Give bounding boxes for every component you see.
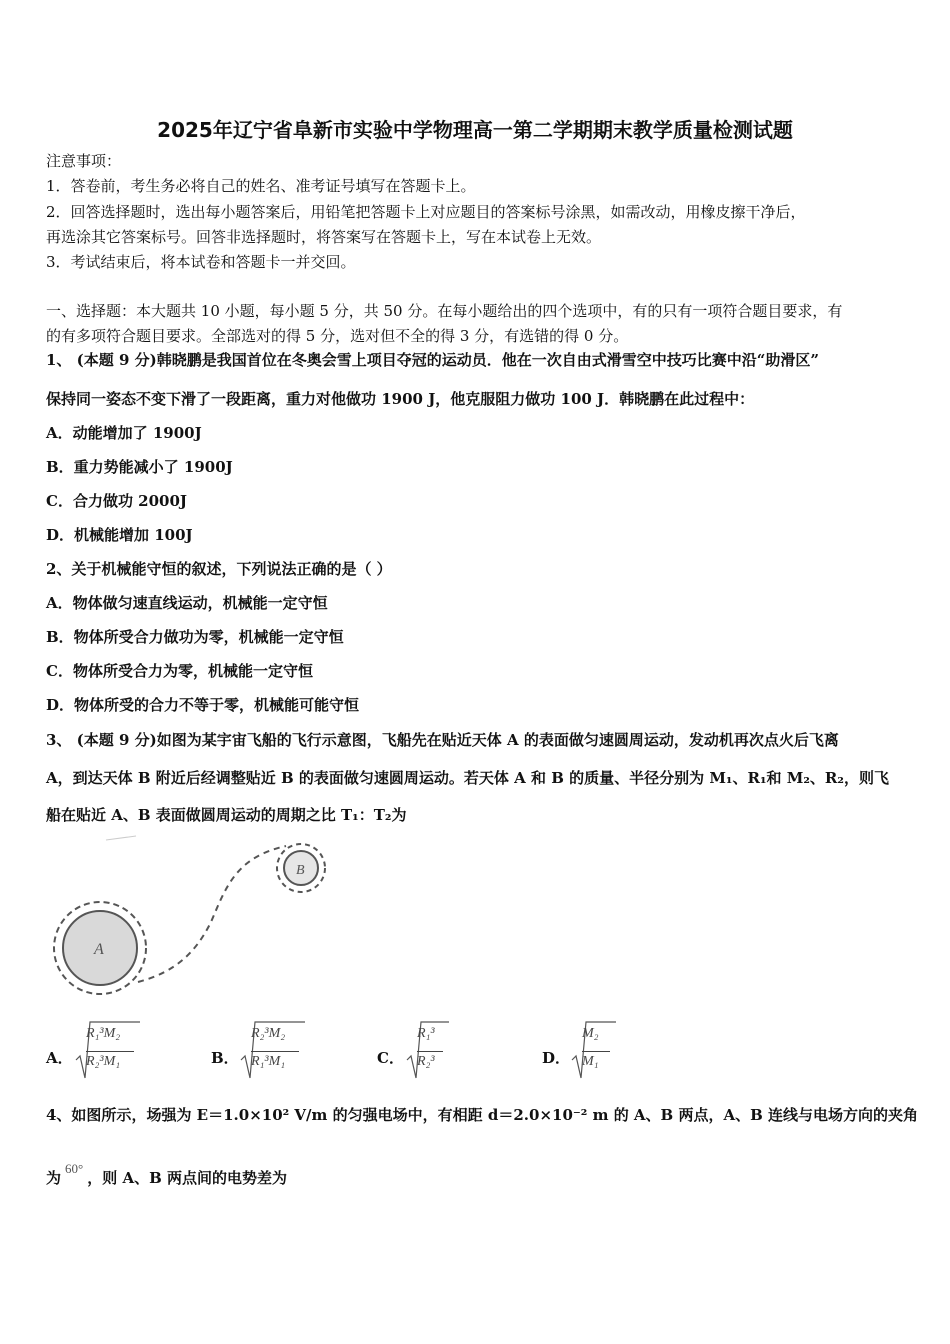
fraction-bar [417,1051,443,1052]
q4-angle: 60° [65,1161,84,1176]
q2-option-c: C．物体所受合力为零，机械能一定守恒 [46,662,313,680]
planet-a [54,902,146,994]
planet-a-label: A [94,941,104,958]
orbit-figure [46,832,346,1002]
q3-b-numerator: R₂³M₂ [251,1026,286,1041]
q3-stem-3: 船在贴近 A、B 表面做圆周运动的周期之比 T₁：T₂为 [46,806,407,824]
q3-option-d-label: D． [542,1049,571,1067]
q1-option-d: D．机械能增加 100J [46,526,193,544]
q2-option-b: B．物体所受合力做功为零，机械能一定守恒 [46,628,344,646]
q3-option-d-formula [570,1020,620,1080]
q3-c-denominator: R₂³ [417,1054,435,1069]
q2-option-d: D．物体所受的合力不等于零，机械能可能守恒 [46,696,360,714]
planet-b-label: B [296,863,305,878]
q4-stem-2 [46,1161,287,1189]
q4-suffix: ，则 A、B 两点间的电势差为 [87,1169,287,1187]
q3-option-a-formula [74,1020,144,1080]
scan-mark [106,836,136,840]
planet-b [277,844,325,892]
q1-option-c: C．合力做功 2000J [46,492,188,510]
fraction-bar [582,1051,610,1052]
q3-stem-1: 3、 (本题 9 分)如图为某宇宙飞船的飞行示意图，飞船先在贴近天体 A 的表面做匀速圆周运动，发动机再次点火后飞离 [46,731,839,749]
notice-item-2b: 再选涂其它答案标号。回答非选择题时，将答案写在答题卡上，写在本试卷上无效。 [46,228,602,246]
q3-stem-2: A，到达天体 B 附近后经调整贴近 B 的表面做匀速圆周运动。若天体 A 和 B 的质量、半径分别为 M₁、R₁和 M₂、R₂，则飞 [46,769,889,787]
fraction-bar [86,1051,134,1052]
q2-option-a: A．物体做匀速直线运动，机械能一定守恒 [46,594,328,612]
q4-stem-1: 4、如图所示，场强为 E＝1.0×10² V/m 的匀强电场中，有相距 d＝2.0×10⁻² m 的 A、B 两点，A、B 连线与电场方向的夹角 [46,1106,918,1124]
section-intro-2: 的有多项符合题目要求。全部选对的得 5 分，选对但不全的得 3 分，有选错的得 0 分。 [46,327,629,345]
q2-stem: 2、关于机械能守恒的叙述，下列说法正确的是（ ） [46,560,392,578]
q1-option-a: A．动能增加了 1900J [46,424,202,442]
section-intro-1: 一、选择题：本大题共 10 小题，每小题 5 分，共 50 分。在每小题给出的四个选项中，有的只有一项符合题目要求，有 [46,302,843,320]
q1-option-b: B．重力势能减小了 1900J [46,458,233,476]
q3-d-numerator: M₂ [582,1026,599,1041]
q3-option-c-label: C． [377,1049,404,1067]
q3-option-b-label: B． [211,1049,239,1067]
notice-heading: 注意事项： [46,152,122,170]
q3-d-denominator: M₁ [582,1054,599,1069]
q1-stem-1: 1、 (本题 9 分)韩晓鹏是我国首位在冬奥会雪上项目夺冠的运动员．他在一次自由式滑雪空中技巧比赛中沿“助滑区” [46,351,819,369]
q3-option-c-formula [405,1020,455,1080]
notice-item-1: 1．答卷前，考生务必将自己的姓名、准考证号填写在答题卡上。 [46,177,476,195]
q3-c-numerator: R₁³ [417,1026,435,1041]
transfer-path [138,846,286,982]
q3-option-b-formula [239,1020,309,1080]
page-title: 2025年辽宁省阜新市实验中学物理高一第二学期期末教学质量检测试题 [157,118,793,142]
q3-option-a-label: A． [46,1049,73,1067]
notice-item-2a: 2．回答选择题时，选出每小题答案后，用铅笔把答题卡上对应题目的答案标号涂黑，如需改动，用橡皮擦干净后， [46,203,806,221]
q1-stem-2: 保持同一姿态不变下滑了一段距离，重力对他做功 1900 J，他克服阻力做功 100 J．韩晓鹏在此过程中： [46,390,755,408]
q4-prefix: 为 [46,1169,62,1187]
fraction-bar [251,1051,299,1052]
notice-item-3: 3．考试结束后，将本试卷和答题卡一并交回。 [46,253,356,271]
q3-a-numerator: R₁³M₂ [86,1026,121,1041]
q3-b-denominator: R₁³M₁ [251,1054,286,1069]
q3-a-denominator: R₂³M₁ [86,1054,121,1069]
